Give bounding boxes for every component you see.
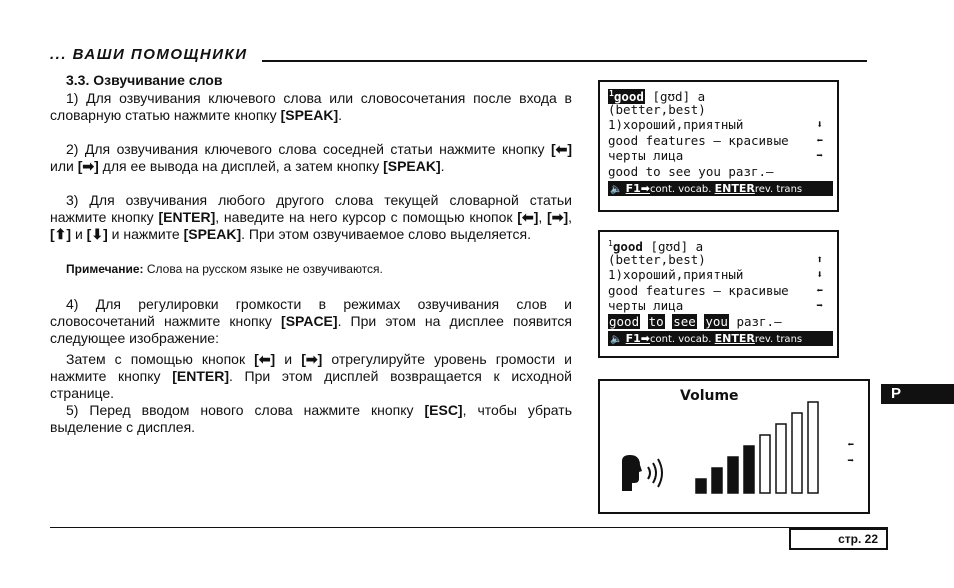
speaker-icon: 🔈	[610, 184, 623, 195]
paragraph-2: 2) Для озвучивания ключевого слова соседней статьи нажмите кнопку [⬅] или [➡] для ее вывода на дисплей, а затем кнопку [SPEAK].	[50, 141, 572, 174]
status-bar: 🔈 F1➡cont. vocab. ENTERrev. trans	[608, 181, 833, 196]
arrow-right-icon: ➡	[816, 149, 823, 162]
section-heading: 3.3. Озвучивание слов	[66, 72, 223, 88]
paragraph-5: 5) Перед вводом нового слова нажмите кнопку [ESC], чтобы убрать выделение с дисплея.	[50, 402, 572, 435]
volume-title: Volume	[680, 388, 739, 404]
volume-bar	[696, 479, 706, 493]
header-rule	[262, 60, 867, 62]
volume-screen	[598, 379, 870, 514]
section-tab: P	[881, 384, 954, 404]
volume-bar	[760, 435, 770, 493]
note: Примечание: Слова на русском языке не озвучиваются.	[66, 262, 383, 276]
speaker-icon: 🔈	[610, 334, 623, 345]
arrow-down-icon: ⬇	[816, 118, 823, 131]
volume-bar	[728, 457, 738, 493]
paragraph-3: 3) Для озвучивания любого другого слова текущей словарной статьи нажмите кнопку [ENTER], наведите на него курсор с помощью кнопок [⬅], [➡], [⬆] и [⬇] и нажмите [SPEAK]. При этом озвучиваемое слово выделяется.	[50, 192, 572, 242]
arrow-left-icon: ⬅	[816, 133, 823, 147]
arrow-right-icon: ➡	[816, 299, 823, 312]
paragraph-1: 1) Для озвучивания ключевого слова или словосочетания после входа в словарную статью нажмите кнопку [SPEAK].	[50, 90, 572, 123]
volume-bar	[792, 413, 802, 493]
dictionary-screen-2: $^1$good [gʊd] a (better,best) ⬆ 1)хороший,приятный ⬇ good features – красивые ⬅ черты лица ➡ good to see you разг.– 🔈 F1➡cont. vocab. ENTERrev. trans	[598, 230, 839, 358]
arrow-down-icon: ⬇	[816, 268, 823, 281]
footer-rule	[50, 527, 888, 528]
dictionary-screen-1: $^1$good [gʊd] a (better,best) 1)хороший,приятный ⬇ good features – красивые ⬅ черты лица ➡ good to see you разг.– 🔈 F1➡cont. vocab. ENTERrev. trans	[598, 80, 839, 212]
volume-bar	[808, 402, 818, 493]
status-bar: 🔈 F1➡cont. vocab. ENTERrev. trans	[608, 331, 833, 346]
paragraph-4: 4) Для регулировки громкости в режимах озвучивания слов и словосочетаний нажмите кнопку [SPACE]. При этом на дисплее появится следующее изображение:	[50, 296, 572, 346]
page-header-title: ... ВАШИ ПОМОЩНИКИ	[50, 46, 248, 63]
volume-bar	[744, 446, 754, 493]
arrow-up-icon: ⬆	[816, 252, 823, 266]
volume-bar	[712, 468, 722, 493]
arrow-right-icon: ➡	[847, 454, 854, 467]
arrow-left-icon: ⬅	[847, 438, 854, 451]
page-number: стр. 22	[789, 528, 888, 550]
volume-bar	[776, 424, 786, 493]
arrow-left-icon: ⬅	[816, 283, 823, 297]
speaker-head-icon	[616, 455, 672, 495]
main-text	[50, 72, 572, 436]
volume-level-bars	[692, 401, 822, 496]
paragraph-4b: Затем с помощью кнопок [⬅] и [➡] отрегулируйте уровень громости и нажмите кнопку [ENTER]. При этом дисплей возвращается к исходной странице.	[50, 351, 572, 401]
